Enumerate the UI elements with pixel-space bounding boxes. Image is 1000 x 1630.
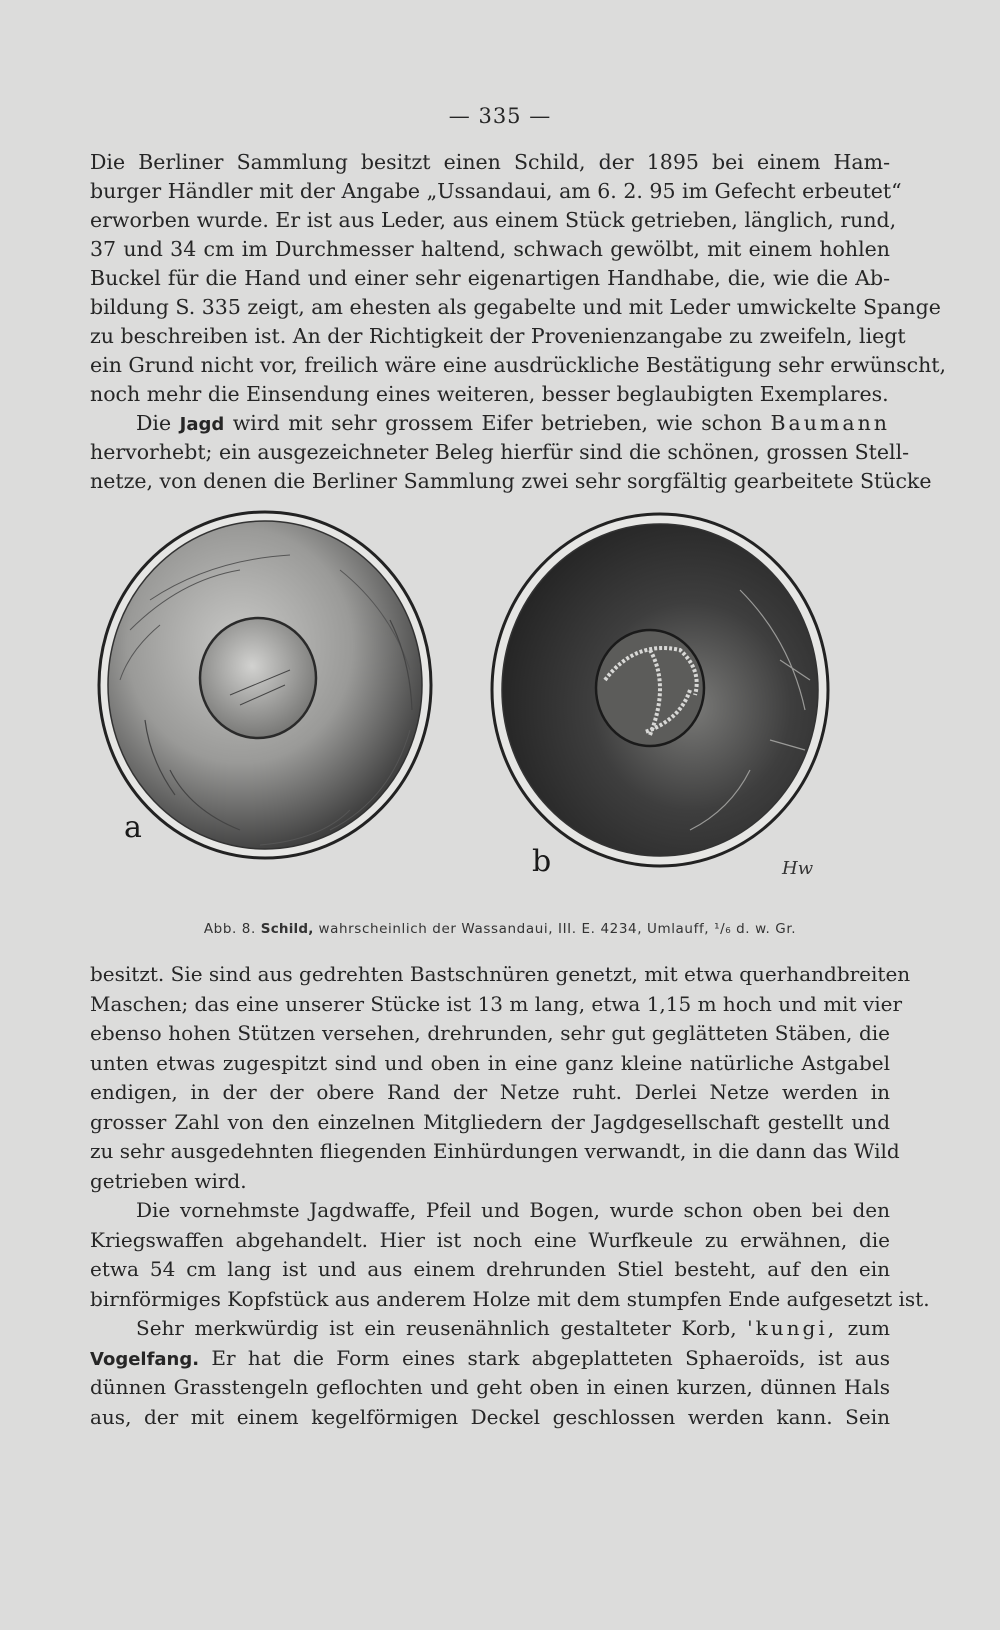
figure-label-a: a [124,810,142,845]
shield-a [99,512,431,858]
paragraph3-line: zu sehr ausgedehnten fliegenden Einhürdungen verwandt, in die dann das Wild [90,1139,900,1163]
paragraph3-line: endigen, in der der obere Rand der Netze ruht. Derlei Netze werden in [90,1080,890,1104]
spaced-word-kungi: 'kungi, [747,1316,838,1340]
text-run: wird mit sehr grossem Eifer betrieben, wie schon [224,411,771,435]
paragraph1-line: burger Händler mit der Angabe „Ussandaui, am 6. 2. 95 im Gefecht erbeutet“ [90,179,902,203]
paragraph5-line: aus, der mit einem kegelförmigen Deckel geschlossen werden kann. Sein [90,1404,890,1429]
paragraph1-line: erworben wurde. Er ist aus Leder, aus einem Stück getrieben, länglich, rund, [90,208,897,232]
caption-rest: wahrscheinlich der Wassandaui, III. E. 4234, Umlauff, ¹/₆ d. w. Gr. [318,921,797,937]
paragraph1-line: zu beschreiben ist. An der Richtigkeit der Provenienzangabe zu zweifeln, liegt [90,324,906,348]
paragraph1-line: Buckel für die Hand und einer sehr eigenartigen Handhabe, die, wie die Ab- [90,266,890,290]
paragraph4-line: Kriegswaffen abgehandelt. Hier ist noch eine Wurfkeule zu erwähnen, die [90,1227,890,1252]
figure-label-b: b [532,844,552,879]
paragraph2-line [90,409,890,438]
paragraph2-line: hervorhebt; ein ausgezeichneter Beleg hierfür sind die schönen, grossen Stell- [90,440,910,464]
paragraph1-line: Die Berliner Sammlung besitzt einen Schild, der 1895 bei einem Ham- [90,150,890,174]
text-run: Er hat die Form eines stark abgeplatteten Sphaeroïds, ist aus [199,1345,890,1370]
text-run: zum [837,1316,890,1340]
paragraph2-line: netze, von denen die Berliner Sammlung zwei sehr sorgfältig gearbeitete Stücke [90,469,932,493]
paragraph1-line: 37 und 34 cm im Durchmesser haltend, schwach gewölbt, mit einem hohlen [90,237,890,261]
paragraph1-line: noch mehr die Einsendung eines weiteren, besser beglaubigten Exemplares. [90,382,889,406]
shield-illustration [90,510,910,910]
paragraph4-line: Die vornehmste Jagdwaffe, Pfeil und Bogen, wurde schon oben bei den [136,1198,890,1222]
page-number: — 335 — [448,104,552,128]
paragraph3-line: getrieben wird. [90,1168,247,1193]
artist-signature: Hw [782,858,814,879]
caption-prefix: Abb. 8. [203,921,256,937]
paragraph3-line: ebenso hohen Stützen versehen, drehrunden, sehr gut geglätteten Stäben, die [90,1021,890,1045]
text-run: Die [136,411,180,435]
figure-shields [90,510,910,930]
paragraph3-line: grosser Zahl von den einzelnen Mitgliedern der Jagdgesellschaft gestellt und [90,1109,890,1134]
paragraph1-line: ein Grund nicht vor, freilich wäre eine ausdrückliche Bestätigung sehr erwünscht, [90,353,947,377]
figure-caption [0,921,1000,937]
bold-term-jagd: Jagd [179,414,225,435]
paragraph3-line: Maschen; das eine unserer Stücke ist 13 m lang, etwa 1,15 m hoch und mit vier [90,991,903,1016]
shield-b [492,514,828,866]
paragraph5-line: dünnen Grasstengeln geflochten und geht oben in einen kurzen, dünnen Hals [90,1375,890,1399]
paragraph5-line [90,1344,890,1374]
spaced-name-baumann: Baumann [770,411,891,435]
paragraph4-line: birnförmiges Kopfstück aus anderem Holze mit dem stumpfen Ende aufgesetzt ist. [90,1286,930,1311]
paragraph3-line: unten etwas zugespitzt sind und oben in eine ganz kleine natürliche Astgabel [90,1050,890,1075]
paragraph1-line: bildung S. 335 zeigt, am ehesten als gegabelte und mit Leder umwickelte Spange [90,295,941,319]
text-block-upper [90,148,947,496]
bold-term-vogelfang: Vogelfang. [90,1348,200,1370]
caption-bold: Schild, [260,921,314,937]
paragraph3-line: besitzt. Sie sind aus gedrehten Bastschnüren genetzt, mit etwa querhandbreiten [90,962,911,986]
text-block-lower [90,960,930,1432]
text-run: Sehr merkwürdig ist ein reusenähnlich gestalteter Korb, [136,1316,748,1340]
paragraph4-line: etwa 54 cm lang ist und aus einem drehrunden Stiel besteht, auf den ein [90,1257,890,1281]
paragraph5-line [90,1314,890,1344]
